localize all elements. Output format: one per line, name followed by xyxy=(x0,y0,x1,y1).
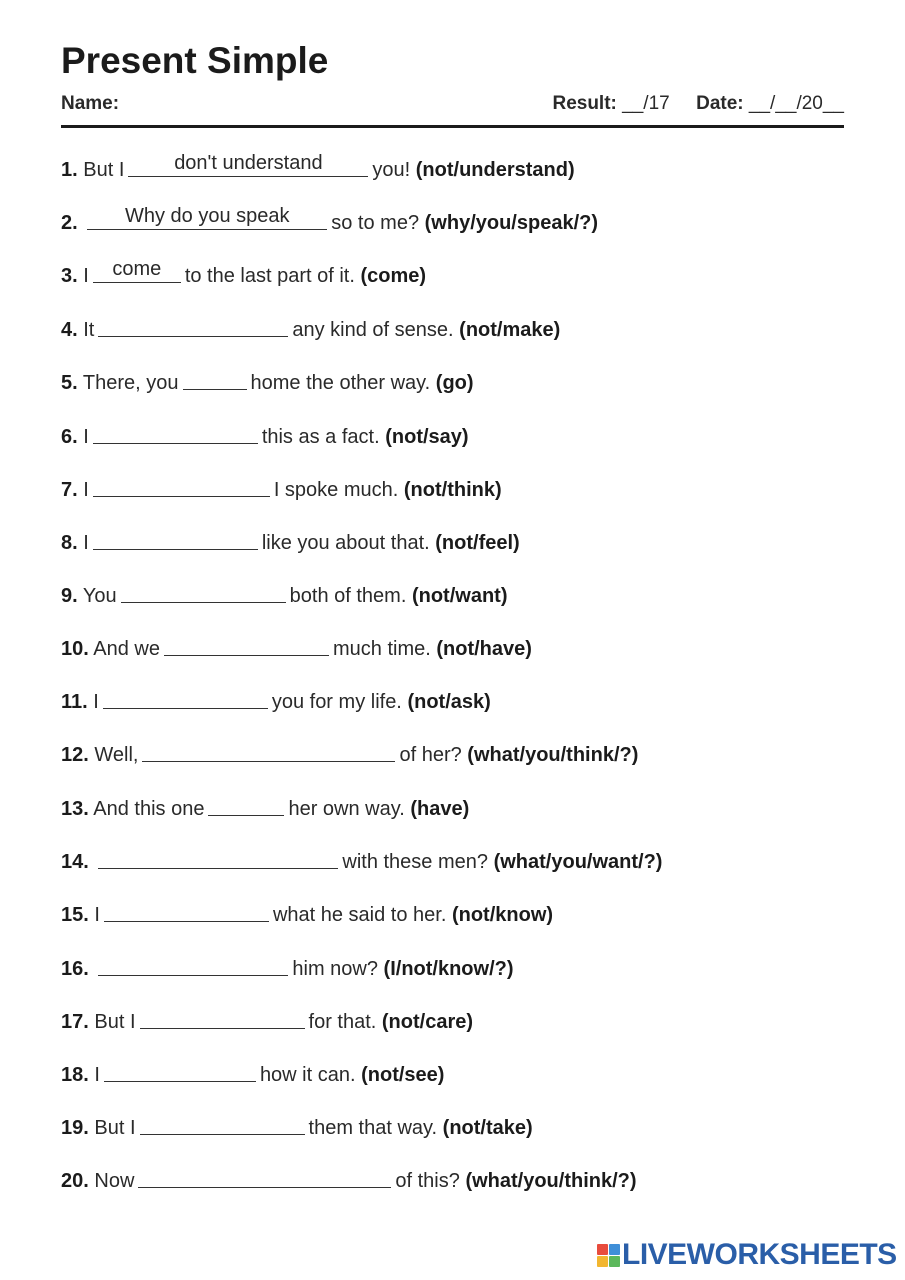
question-number: 3. xyxy=(61,265,78,287)
verb-hint: (not/ask) xyxy=(407,691,491,713)
answer-blank[interactable] xyxy=(183,367,247,390)
answer-blank[interactable] xyxy=(128,154,368,177)
question-text-before: It xyxy=(83,319,95,341)
answer-blank[interactable] xyxy=(140,1112,305,1135)
page-title: Present Simple xyxy=(61,40,329,81)
question-text-after: any kind of sense. xyxy=(292,319,454,341)
question-item xyxy=(61,1005,473,1033)
question-number: 18. xyxy=(61,1064,89,1086)
question-text-after: home the other way. xyxy=(250,372,431,394)
verb-hint: (what/you/want/?) xyxy=(493,851,663,873)
answer-blank[interactable] xyxy=(208,793,284,816)
answer-blank[interactable] xyxy=(87,207,327,230)
question-text-before: But I xyxy=(94,1117,136,1139)
question-item xyxy=(61,420,469,448)
question-number: 11. xyxy=(61,691,88,713)
question-item xyxy=(61,366,474,394)
question-text-before: I xyxy=(93,691,99,713)
question-text-before: I xyxy=(83,265,89,287)
question-number: 17. xyxy=(61,1011,89,1033)
question-text-after: both of them. xyxy=(289,585,407,607)
question-number: 8. xyxy=(61,532,78,554)
answer-text: Why do you speak xyxy=(124,205,290,227)
question-item xyxy=(61,952,514,980)
verb-hint: (go) xyxy=(435,372,474,394)
name-label: Name: xyxy=(61,93,120,114)
worksheet-header xyxy=(61,93,844,117)
answer-blank[interactable] xyxy=(104,1059,256,1082)
question-number: 19. xyxy=(61,1117,89,1139)
answer-blank[interactable] xyxy=(138,1165,391,1188)
answer-blank[interactable] xyxy=(93,527,258,550)
verb-hint: (not/see) xyxy=(361,1064,445,1086)
header-divider xyxy=(61,125,844,128)
question-number: 15. xyxy=(61,904,89,926)
answer-text: come xyxy=(112,258,162,280)
answer-blank[interactable] xyxy=(98,953,288,976)
question-number: 9. xyxy=(61,585,78,607)
question-item xyxy=(61,526,520,554)
answer-blank[interactable] xyxy=(98,314,288,337)
verb-hint: (what/you/think/?) xyxy=(467,744,639,766)
question-number: 6. xyxy=(61,426,78,448)
question-text-after: for that. xyxy=(308,1011,377,1033)
answer-blank[interactable] xyxy=(93,421,258,444)
question-item xyxy=(61,206,598,234)
question-item xyxy=(61,898,553,926)
result-value: __/17 xyxy=(622,93,670,114)
answer-blank[interactable] xyxy=(121,580,286,603)
question-item xyxy=(61,153,575,181)
question-text-after: like you about that. xyxy=(261,532,430,554)
verb-hint: (not/feel) xyxy=(435,532,520,554)
question-text-after: this as a fact. xyxy=(261,426,380,448)
question-number: 2. xyxy=(61,212,78,234)
question-text-after: her own way. xyxy=(288,798,405,820)
answer-blank[interactable] xyxy=(93,260,181,283)
question-item xyxy=(61,313,560,341)
question-item xyxy=(61,579,507,607)
question-text-before: Now xyxy=(94,1170,135,1192)
question-number: 12. xyxy=(61,744,89,766)
question-text-before: And this one xyxy=(93,798,205,820)
question-text-after: much time. xyxy=(332,638,431,660)
verb-hint: (not/know) xyxy=(451,904,554,926)
question-number: 13. xyxy=(61,798,89,820)
question-item xyxy=(61,792,469,820)
question-text-before: There, you xyxy=(82,372,179,394)
answer-blank[interactable] xyxy=(142,739,395,762)
question-item xyxy=(61,685,491,713)
question-item xyxy=(61,1164,637,1192)
question-text-before: Well, xyxy=(94,744,139,766)
question-number: 16. xyxy=(61,958,89,980)
question-number: 20. xyxy=(61,1170,89,1192)
question-item xyxy=(61,1111,533,1139)
liveworksheets-logo xyxy=(597,1238,897,1272)
question-text-after: how it can. xyxy=(259,1064,356,1086)
question-text-before: I xyxy=(83,479,89,501)
question-text-after: of this? xyxy=(395,1170,460,1192)
question-number: 10. xyxy=(61,638,89,660)
question-text-after: so to me? xyxy=(331,212,420,234)
verb-hint: (have) xyxy=(410,798,470,820)
verb-hint: (come) xyxy=(360,265,427,287)
question-text-before: I xyxy=(83,426,89,448)
verb-hint: (not/have) xyxy=(436,638,532,660)
answer-text: don't understand xyxy=(174,152,323,174)
question-number: 7. xyxy=(61,479,78,501)
answer-blank[interactable] xyxy=(140,1006,305,1029)
question-text-after: I spoke much. xyxy=(273,479,399,501)
question-text-after: you for my life. xyxy=(271,691,402,713)
question-item xyxy=(61,632,532,660)
answer-blank[interactable] xyxy=(93,474,270,497)
verb-hint: (why/you/speak/?) xyxy=(424,212,599,234)
verb-hint: (not/take) xyxy=(442,1117,533,1139)
verb-hint: (not/care) xyxy=(381,1011,474,1033)
question-text-after: you! xyxy=(372,159,411,181)
verb-hint: (I/not/know/?) xyxy=(383,958,514,980)
question-item xyxy=(61,259,426,287)
question-number: 14. xyxy=(61,851,89,873)
date-label: Date: xyxy=(696,93,744,114)
answer-blank[interactable] xyxy=(104,899,269,922)
logo-text: LIVEWORKSHEETS xyxy=(622,1238,897,1271)
question-text-after: them that way. xyxy=(308,1117,438,1139)
result-label: Result: xyxy=(552,93,617,114)
question-number: 1. xyxy=(61,159,78,181)
result-date-group xyxy=(552,93,844,115)
verb-hint: (what/you/think/?) xyxy=(465,1170,637,1192)
question-item xyxy=(61,1058,444,1086)
question-text-after: with these men? xyxy=(342,851,489,873)
verb-hint: (not/want) xyxy=(411,585,508,607)
verb-hint: (not/make) xyxy=(459,319,561,341)
logo-mark-icon xyxy=(597,1244,620,1267)
verb-hint: (not/think) xyxy=(403,479,502,501)
question-text-before: I xyxy=(94,1064,100,1086)
verb-hint: (not/say) xyxy=(385,426,469,448)
question-text-after: what he said to her. xyxy=(272,904,447,926)
question-text-before: You xyxy=(82,585,117,607)
question-item xyxy=(61,738,638,766)
question-text-after: of her? xyxy=(399,744,462,766)
question-item xyxy=(61,845,662,873)
question-item xyxy=(61,473,502,501)
question-number: 5. xyxy=(61,372,78,394)
question-text-before: But I xyxy=(83,159,125,181)
question-text-before: But I xyxy=(94,1011,136,1033)
question-text-before: I xyxy=(94,904,100,926)
verb-hint: (not/understand) xyxy=(415,159,575,181)
question-number: 4. xyxy=(61,319,78,341)
question-text-before: I xyxy=(83,532,89,554)
date-value: __/__/20__ xyxy=(748,93,844,114)
answer-blank[interactable] xyxy=(164,633,329,656)
answer-blank[interactable] xyxy=(98,846,338,869)
question-text-before: And we xyxy=(93,638,160,660)
answer-blank[interactable] xyxy=(103,686,268,709)
question-text-after: to the last part of it. xyxy=(184,265,355,287)
question-text-after: him now? xyxy=(292,958,378,980)
